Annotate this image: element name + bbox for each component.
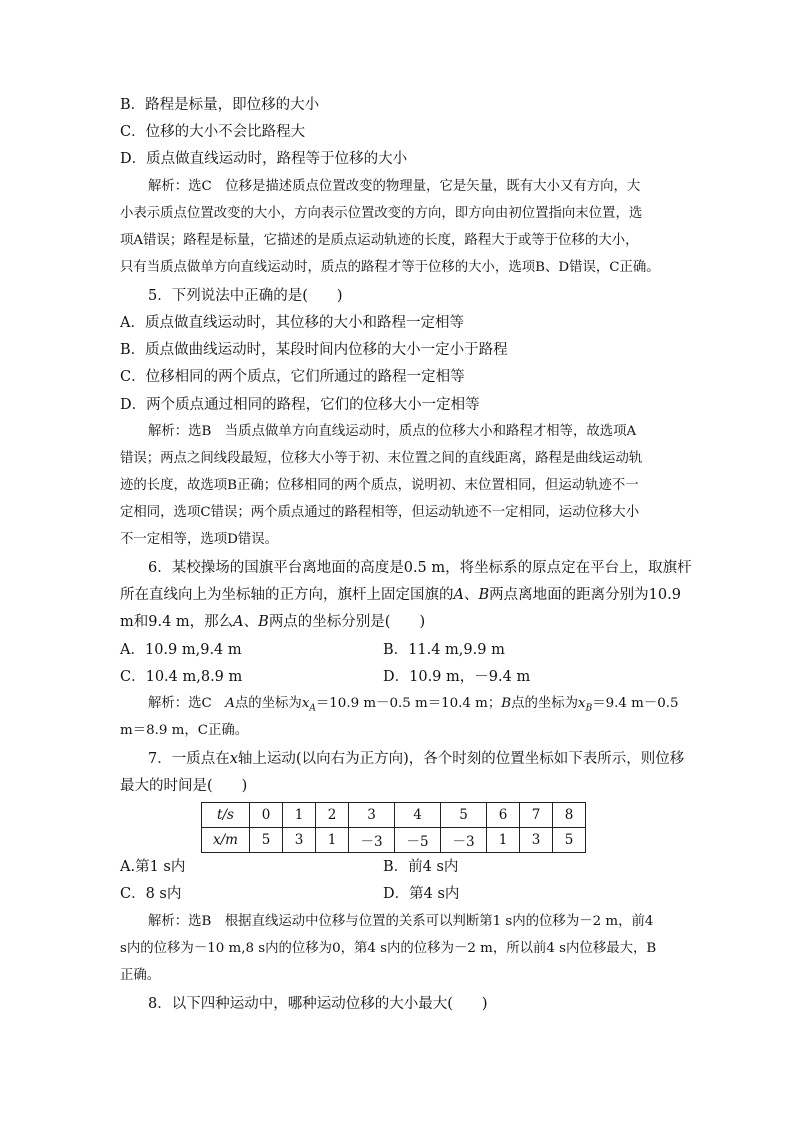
- q6-solution-line-1: 解析：选C A点的坐标为$x_A=10.9$ m－0.5 m＝10.4 m；B点的坐标为$x_B=9.4$ m－0.5: [148, 696, 679, 714]
- q5-option-a: A．质点做直线运动时，其位移的大小和路程一定相等: [120, 315, 464, 331]
- q4-option-c: C．位移的大小不会比路程大: [120, 124, 306, 140]
- q7-solution-line-1: 解析：选B 根据直线运动中位移与位置的关系可以判断第1 s内的位移为－2 m，前4: [148, 914, 654, 929]
- table-cell: 0: [250, 803, 283, 828]
- table-cell: 7: [520, 803, 553, 828]
- table-cell: 3: [520, 828, 553, 853]
- q7-solution-line-2: s内的位移为－10 m,8 s内的位移为0，第4 s内的位移为－2 m，所以前4 s内位移最大，B: [120, 941, 657, 956]
- q6-stem-line-3: m和9.4 m，那么A、B两点的坐标分别是( ): [120, 614, 426, 630]
- q7-solution-line-3: 正确。: [120, 968, 161, 983]
- q4-solution-line-4: 只有当质点做单方向直线运动时，质点的路程才等于位移的大小，选项B、D错误，C正确。: [120, 260, 660, 275]
- q5-stem: 5．下列说法中正确的是( ): [148, 288, 343, 304]
- table-cell: 6: [487, 803, 520, 828]
- q4-option-d: D．质点做直线运动时，路程等于位移的大小: [120, 151, 408, 167]
- q5-solution-line-1: 解析：选B 当质点做单方向直线运动时，质点的位移大小和路程才相等，故选项A: [148, 424, 637, 439]
- table-cell: －3: [349, 828, 395, 853]
- q4-solution-line-2: 小表示质点位置改变的大小，方向表示位置改变的方向，即方向由初位置指向末位置，选: [120, 206, 643, 221]
- q6-option-a: A．10.9 m,9.4 m: [120, 642, 242, 658]
- q6-options-row-1: [120, 640, 242, 660]
- q5-option-d: D．两个质点通过相同的路程，它们的位移大小一定相等: [120, 397, 480, 413]
- q7-option-d: D．第4 s内: [383, 886, 460, 902]
- table-cell: 3: [283, 828, 316, 853]
- table-cell: －5: [395, 828, 441, 853]
- q7-stem-line-1: 7．一质点在x轴上运动(以向右为正方向)，各个时刻的位置坐标如下表所示，则位移: [148, 751, 685, 767]
- q4-solution-line-3: 项A错误；路程是标量，它描述的是质点运动轨迹的长度，路程大于或等于位移的大小，: [120, 233, 639, 248]
- position-table: [201, 802, 586, 853]
- q7-option-a: A.第1 s内: [120, 859, 186, 875]
- table-cell: 5: [250, 828, 283, 853]
- q5-option-b: B．质点做曲线运动时，某段时间内位移的大小一定小于路程: [120, 342, 508, 358]
- q5-option-c: C．位移相同的两个质点，它们所通过的路程一定相等: [120, 369, 465, 385]
- q5-solution-line-4: 定相同，选项C错误；两个质点通过的路程相等，但运动轨迹不一定相同，运动位移大小: [120, 505, 640, 520]
- q6-stem-line-2: 所在直线向上为坐标轴的正方向，旗杆上固定国旗的A、B两点离地面的距离分别为10.9: [120, 587, 681, 603]
- q4-solution-line-1: 解析：选C 位移是描述质点位置改变的物理量，它是矢量，既有大小又有方向，大: [148, 179, 641, 194]
- q5-solution-line-5: 不一定相等，选项D错误。: [120, 532, 279, 547]
- table-row-time: [202, 803, 586, 828]
- table-cell: 8: [553, 803, 586, 828]
- table-cell: 1: [283, 803, 316, 828]
- q6-option-d: D．10.9 m，－9.4 m: [383, 669, 531, 685]
- table-cell: －3: [441, 828, 487, 853]
- table-cell: 5: [553, 828, 586, 853]
- q6-option-b: B．11.4 m,9.9 m: [383, 642, 505, 658]
- q6-stem-line-1: 6．某校操场的国旗平台离地面的高度是0.5 m，将坐标系的原点定在平台上，取旗杆: [148, 560, 692, 576]
- table-cell: 3: [349, 803, 395, 828]
- table-header-time: t/s: [202, 803, 250, 828]
- table-row-position: [202, 828, 586, 853]
- q4-option-b: B．路程是标量，即位移的大小: [120, 97, 320, 113]
- q7-option-b: B．前4 s内: [383, 859, 459, 875]
- table-header-position: x/m: [202, 828, 250, 853]
- table-cell: 1: [487, 828, 520, 853]
- table-cell: 1: [316, 828, 349, 853]
- q8-stem: 8．以下四种运动中，哪种运动位移的大小最大( ): [148, 996, 488, 1012]
- table-cell: 5: [441, 803, 487, 828]
- q6-option-c: C．10.4 m,8.9 m: [120, 669, 243, 685]
- table-cell: 2: [316, 803, 349, 828]
- q7-stem-line-2: 最大的时间是( ): [120, 778, 248, 794]
- table-cell: 4: [395, 803, 441, 828]
- q7-option-c: C．8 s内: [120, 886, 182, 902]
- q5-solution-line-2: 错误；两点之间线段最短，位移大小等于初、末位置之间的直线距离，路程是曲线运动轨: [120, 451, 643, 466]
- q5-solution-line-3: 迹的长度，故选项B正确；位移相同的两个质点，说明初、末位置相同，但运动轨迹不一: [120, 478, 639, 493]
- q6-solution-line-2: m＝8.9 m，C正确。: [120, 723, 249, 738]
